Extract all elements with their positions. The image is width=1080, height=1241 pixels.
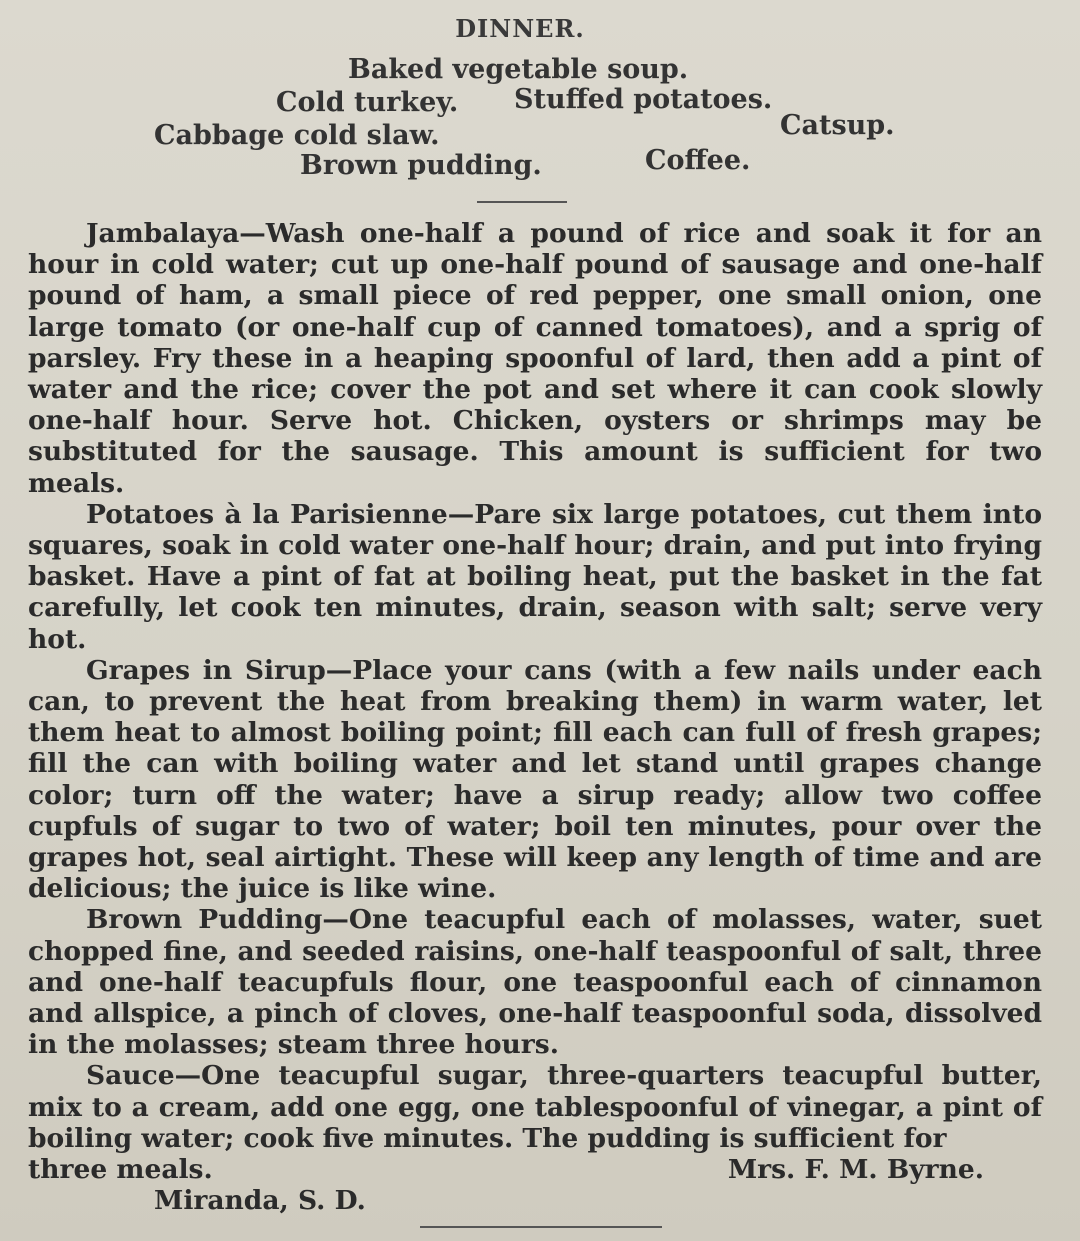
recipe-body [28,218,1042,1216]
menu-item-soup: Baked vegetable soup. [348,54,689,85]
author-signature: Mrs. F. M. Byrne. [727,1154,984,1186]
author-location: Miranda, S. D. [154,1185,366,1217]
signature-row [28,1154,1042,1185]
closing-text: three meals. [28,1154,213,1186]
menu-item-turkey: Cold turkey. [276,87,459,118]
recipe-sauce: Sauce—One teacupful sugar, three-quarters teacupful butter, mix to a cream, add one egg, one tablespoonful of vinegar, a pint of boiling water; cook five minutes. The pudding is sufficient for [28,1060,1042,1154]
menu-item-slaw: Cabbage cold slaw. [154,120,440,151]
recipe-jambalaya: Jambalaya—Wash one-half a pound of rice and soak it for an hour in cold water; cut up one-half pound of sausage and one-half pound of ham, a small piece of red pepper, one small onion, one large tomato (or one-half cup of canned tomatoes), and a sprig of parsley. Fry these in a heaping spoonful of lard, then add a pint of water and the rice; cover the pot and set where it can cook slowly one-half hour. Serve hot. Chicken, oysters or shrimps may be substituted for the sausage. This amount is sufficient for two meals. [28,218,1042,499]
menu-item-pudding: Brown pudding. [300,150,542,181]
end-divider [420,1226,662,1228]
menu-divider [477,201,567,203]
recipe-grapes-in-sirup: Grapes in Sirup—Place your cans (with a few nails under each can, to prevent the heat from breaking them) in warm water, let them heat to almost boiling point; fill each can full of fresh grapes; fill the can with boiling water and let stand until grapes change color; turn off the water; have a sirup ready; allow two coffee cupfuls of sugar to two of water; boil ten minutes, pour over the grapes hot, seal airtight. These will keep any length of time and are delicious; the juice is like wine. [28,654,1042,905]
recipe-potatoes-parisienne: Potatoes à la Parisienne—Pare six large potatoes, cut them into squares, soak in cold water one-half hour; drain, and put into frying basket. Have a pint of fat at boiling heat, put the basket in the fat carefully, let cook ten minutes, drain, season with salt; serve very hot. [28,498,1042,655]
menu-item-catsup: Catsup. [780,110,895,141]
menu-item-coffee: Coffee. [645,145,751,176]
recipe-brown-pudding: Brown Pudding—One teacupful each of molasses, water, suet chopped fine, and seeded raisins, one-half teaspoonful of salt, three and one-half teacupfuls flour, one teaspoonful each of cinnamon and allspice, a pinch of cloves, one-half teaspoonful soda, dissolved in the molasses; steam three hours. [28,904,1042,1061]
menu-item-potatoes: Stuffed potatoes. [514,84,773,115]
section-heading: DINNER. [455,14,585,43]
